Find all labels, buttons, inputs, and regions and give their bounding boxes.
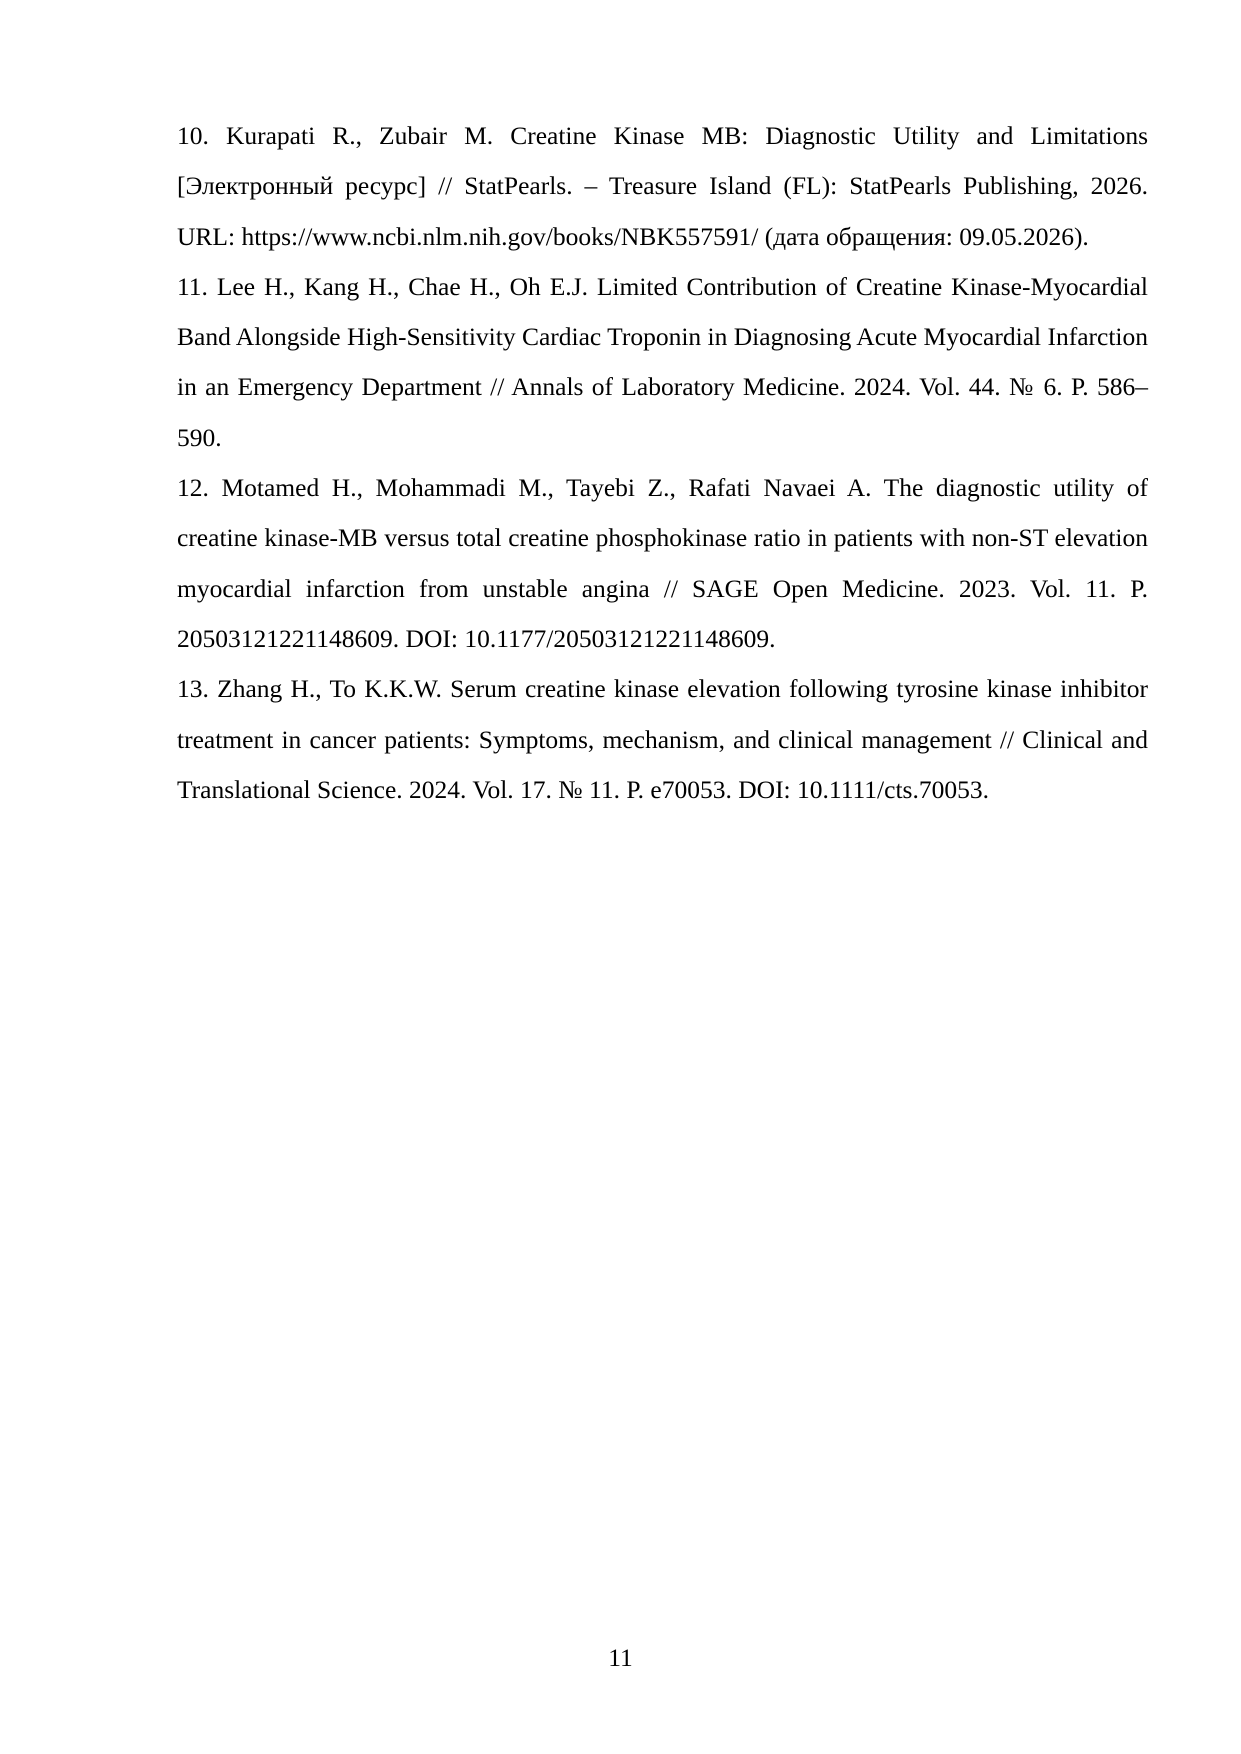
page-number: 11 bbox=[608, 1643, 633, 1672]
reference-text: Zhang H., To K.K.W. Serum creatine kinase elevation following tyrosine kinase inhibitor treatment in cancer patients: Symptoms, mechanism, and clinical management // Clinical and Translational Science. 2024. Vol. 17. № 11. P. e70053. DOI: 10.1111/cts.70053. bbox=[177, 674, 1149, 804]
reference-list bbox=[177, 111, 1148, 815]
reference-text: Motamed H., Mohammadi M., Tayebi Z., Rafati Navaei A. The diagnostic utility of creatine kinase-MB versus total creatine phosphokinase ratio in patients with non-ST elevation myocardial infarction from unstable angina // SAGE Open Medicine. 2023. Vol. 11. P. 20503121221148609. DOI: 10.1177/20503121221148609. bbox=[177, 473, 1149, 653]
reference-text: Kurapati R., Zubair M. Creatine Kinase MB: Diagnostic Utility and Limitations [Электронный ресурс] // StatPearls. – Treasure Island (FL): StatPearls Publishing, 2026. URL: https://www.ncbi.nlm.nih.gov/books/NBK557591/ (дата обращения: 09.05.2026). bbox=[177, 121, 1149, 251]
reference-item-11 bbox=[177, 262, 1148, 463]
reference-number: 12. bbox=[177, 473, 209, 503]
reference-item-12 bbox=[177, 463, 1148, 664]
reference-text: Lee H., Kang H., Chae H., Oh E.J. Limited Contribution of Creatine Kinase-Myocardial Band Alongside High-Sensitivity Cardiac Troponin in Diagnosing Acute Myocardial Infarction in an Emergency Department // Annals of Laboratory Medicine. 2024. Vol. 44. № 6. P. 586–590. bbox=[177, 271, 1149, 452]
reference-number: 10. bbox=[177, 121, 209, 150]
reference-item-13 bbox=[177, 664, 1148, 815]
reference-item-10 bbox=[177, 111, 1148, 262]
reference-number: 11. bbox=[177, 271, 208, 301]
reference-number: 13. bbox=[177, 674, 209, 704]
